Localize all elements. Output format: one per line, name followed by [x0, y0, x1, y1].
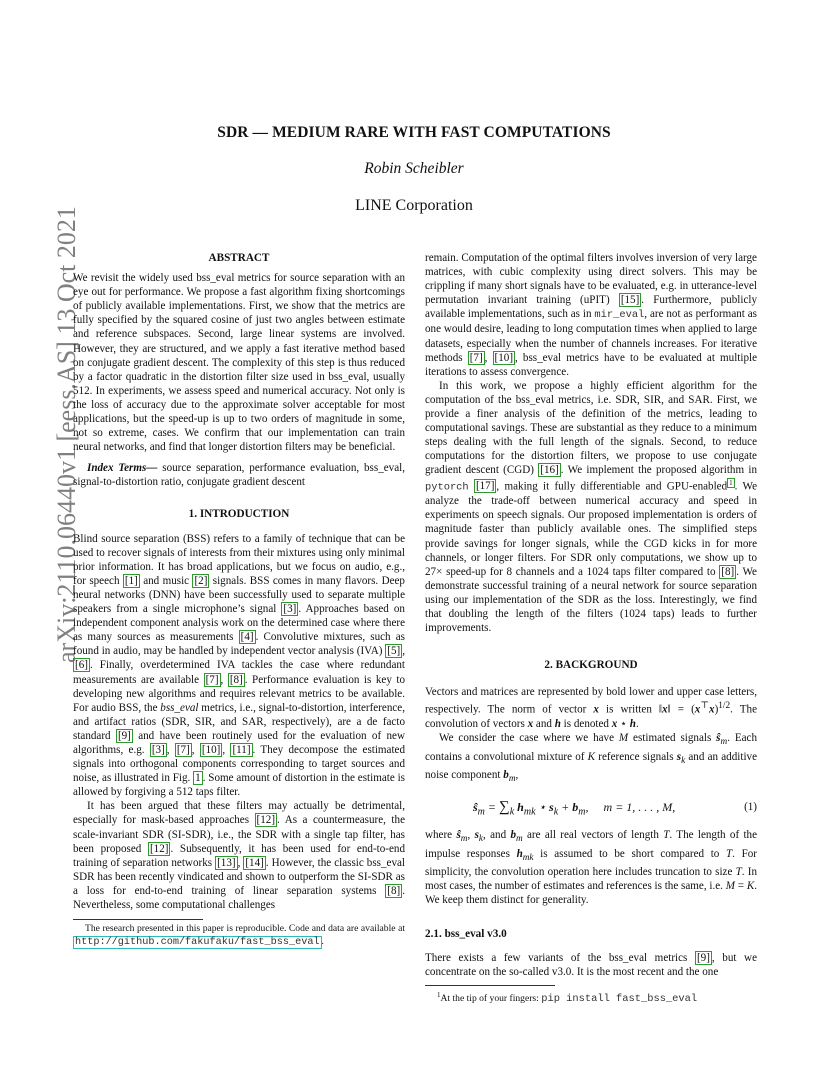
citation-link[interactable]: [12]: [149, 842, 169, 855]
citation-link[interactable]: [3]: [283, 603, 297, 616]
citation-link[interactable]: [2]: [194, 574, 208, 587]
citation-link[interactable]: [10]: [201, 744, 221, 756]
citation-link[interactable]: [8]: [229, 673, 243, 686]
citation-link[interactable]: [7]: [176, 744, 190, 756]
intro-paragraph-1: Blind source separation (BSS) refers to a family of technique that can be used to recover signals of interests from their mixtures using only minimal prior information. It has broad applications, but we focus on audio, e.g., for speech [1] and music [2] signals. BSS comes in many flavors. Deep neural networks (DNN) have been successfully used to separate multiple speakers from a single microphone’s signal [3] . Approaches based on independent component analysis work on the determined case where there as many sources as measurements [4] . Convolutive mixtures, such as found in audio, may be handled by independent vector analysis (IVA) [5] , [6] . Finally, overdetermined IVA tackles the case where redundant measurements are available [7] , [8] . Performance evaluation is key to developing new algorithms and requires relevant metrics to be available. For audio BSS, the bss_eval metrics, i.e., signal-to-distortion, interference, and artifact ratios (SDR, SIR, and SAR, respectively), are a de facto standard [9] and have been routinely used for the evaluation of new algorithms, e.g. [3] , [7] , [10] , [11] . They decompose the estimated signals into orthogonal components corresponding to target sources and noise, as illustrated in Fig. 1 . Some amount of distortion in the estimate is allowed by forgiving a 512 taps filter.: [73, 532, 406, 799]
background-heading: 2. BACKGROUND: [544, 659, 638, 672]
background-paragraph-1: Vectors and matrices are represented by bold lower and upper case letters, respectively. The norm of vector x is written ‖x‖ = $(x^⊤x)^{1/2}$. The convolution of vectors x and h is denoted x ⋆ h.: [425, 686, 757, 731]
citation-link[interactable]: [8]: [721, 565, 735, 578]
citation-link[interactable]: [13]: [217, 856, 236, 869]
left-footnote: The research presented in this paper is reproducible. Code and data are available at http://github.com/fakufaku/fast_bss_eval .: [75, 923, 405, 948]
author-name: Robin Scheibler: [364, 160, 464, 177]
intro-paragraph-2: It has been argued that these filters may actually be detrimental, especially for mask-based approaches [12] . As a countermeasure, the scale-invariant SDR (SI-SDR), i.e., the SDR with a single tap filter, has been proposed [12] . Subsequently, it has been used for end-to-end training of separation networks [13] , [14] . However, the classic bss_eval SDR has been recently vindicated and shown to outperform the SI-SDR as a loss for end-to-end training of linear separation systems [8] . Nevertheless, some computational challenges: [73, 800, 406, 912]
bss-eval-heading: 2.1. bss_eval v3.0: [425, 928, 507, 941]
figure-link[interactable]: 1: [195, 772, 201, 785]
intro-paragraph-3: In this work, we propose a highly efficient algorithm for the computation of the bss_eval metrics, i.e. SDR, SIR, and SAR. First, we provide a finer analysis of the definition of the metrics, leading to computational savings. These are substantial as they reduce to a minimum steps dealing with the full length of the signals. Second, to reduce computations for the distortion filters, we propose to use conjugate gradient descent (CGD) [16] . We implement the proposed algorithm in pytorch [17] , making it fully differentiable and GPU-enabled $^1$ . We analyze the trade-off between numerical accuracy and speed in experiments on speech signals. Our proposed implementation is orders of magnitude faster than publicly available ones. The simplified steps provide savings for longer signals, while the CGD kicks in for more channels, or longer filters. For SDR only computations, we show up to 27× speed-up for 8 channels and a 1024 taps filter compared to [8] . We demonstrate successful training of a neural network for source separation using our implementation of the SDR as the loss. Interestingly, we find that doubling the length of the filters (1024 taps) leads to further improvements.: [425, 379, 757, 635]
footnote-rule: [73, 919, 203, 920]
abstract-text: We revisit the widely used bss_eval metrics for source separation with an eye out for performance. We propose a fast algorithm fixing shortcomings of publicly available implementations. First, we show that the metrics are fully specified by the squared cosine of just two angles between estimate and reference subspaces. Second, large linear systems are involved. However, they are structured, and we apply a fast iterative method based on conjugate gradient descent. The complexity of this step is thus reduced by a factor quadratic in the distortion filter size used in bss_eval, usually 512. In experiments, we assess speed and numerical accuracy. Not only is the loss of accuracy due to the approximate solver acceptable for most applications, but the speed-up is up to two orders of magnitude in some, not so extreme, cases. We confirm that our implementation can train neural networks, and find that longer distortion filters may be beneficial.: [73, 272, 405, 454]
footnote-rule: [425, 985, 555, 986]
citation-link[interactable]: [15]: [620, 294, 640, 307]
citation-link[interactable]: [5]: [387, 645, 401, 658]
citation-link[interactable]: [17]: [475, 480, 495, 493]
citation-link[interactable]: [3]: [151, 744, 165, 756]
citation-link[interactable]: [6]: [75, 659, 88, 672]
left-column: [73, 251, 405, 949]
affiliation: LINE Corporation: [355, 197, 473, 214]
github-url-link[interactable]: http://github.com/fakufaku/fast_bss_eval: [75, 936, 320, 948]
bss-eval-paragraph: There exists a few variants of the bss_eval metrics [9] , but we concentrate on the so-called v3.0. It is the most recent and the one: [425, 952, 757, 979]
citation-link[interactable]: [16]: [540, 464, 559, 477]
citation-link[interactable]: [11]: [232, 744, 251, 756]
intro-paragraph-2-cont: remain. Computation of the optimal filters involves inversion of very large matrices, with cubic complexity using direct solvers. This may be crippling if many short signals have to be evaluated, e.g. in utterance-level permutation invariant training (uPIT) [15] . Furthermore, publicly available implementations, such as in mir_eval, are not as performant as one would desire, leading to long computation times when applied to large datasets, especially when the number of channels increases. For iterative methods [7] , [10] , bss_eval metrics have to be evaluated at multiple iterations to assess convergence.: [425, 252, 758, 378]
background-paragraph-3: where $ŝ_m$, $s_k$, and $b_m$ are all real vectors of length T. The length of the impulse responses $h_{mk}$ is assumed to be short compared to T. For simplicity, the convolution operation here includes truncation to size T. In most cases, the number of estimates and references is the same, i.e. M = K. We keep them distinct for generality.: [425, 829, 758, 907]
index-terms-label: Index Terms—: [87, 462, 158, 475]
citation-link[interactable]: [7]: [205, 673, 219, 686]
arxiv-identifier: arXiv:2110.06440v1 [eess.AS] 13 Oct 2021: [52, 206, 81, 663]
introduction-heading: 1. INTRODUCTION: [188, 507, 290, 520]
right-column: [425, 251, 757, 1006]
abstract-heading: ABSTRACT: [208, 252, 270, 264]
citation-link[interactable]: [8]: [387, 884, 401, 897]
citation-link[interactable]: [1]: [124, 574, 138, 587]
citation-link[interactable]: [9]: [117, 729, 131, 742]
index-terms: [73, 461, 405, 489]
citation-link[interactable]: [10]: [494, 351, 514, 364]
pip-command: pip install fast_bss_eval: [541, 993, 698, 1006]
footnote-link[interactable]: 1: [729, 478, 733, 487]
paper-title: SDR — MEDIUM RARE WITH FAST COMPUTATIONS: [217, 124, 611, 141]
citation-link[interactable]: [14]: [245, 856, 264, 869]
citation-link[interactable]: [9]: [696, 952, 710, 965]
citation-link[interactable]: [12]: [256, 814, 276, 827]
right-footnote: $^1$At the tip of your fingers: pip install fast_bss_eval: [437, 991, 698, 1006]
equation-1: $ŝ_m = \sum_k$ $h_{mk}$ ⋆ $s_k + b_m$, m = 1, . . . , M, (1): [473, 799, 757, 818]
background-paragraph-2: We consider the case where we have M estimated signals $ŝ_m$. Each contains a convolutional mixture of K reference signals $s_k$ and an additive noise component $b_m$,: [425, 732, 758, 785]
index-terms-text: source separation, performance evaluation, bss_eval, signal-to-distortion ratio, conjugate gradient descent: [73, 462, 405, 489]
citation-link[interactable]: [4]: [240, 631, 254, 644]
citation-link[interactable]: [7]: [469, 351, 483, 364]
